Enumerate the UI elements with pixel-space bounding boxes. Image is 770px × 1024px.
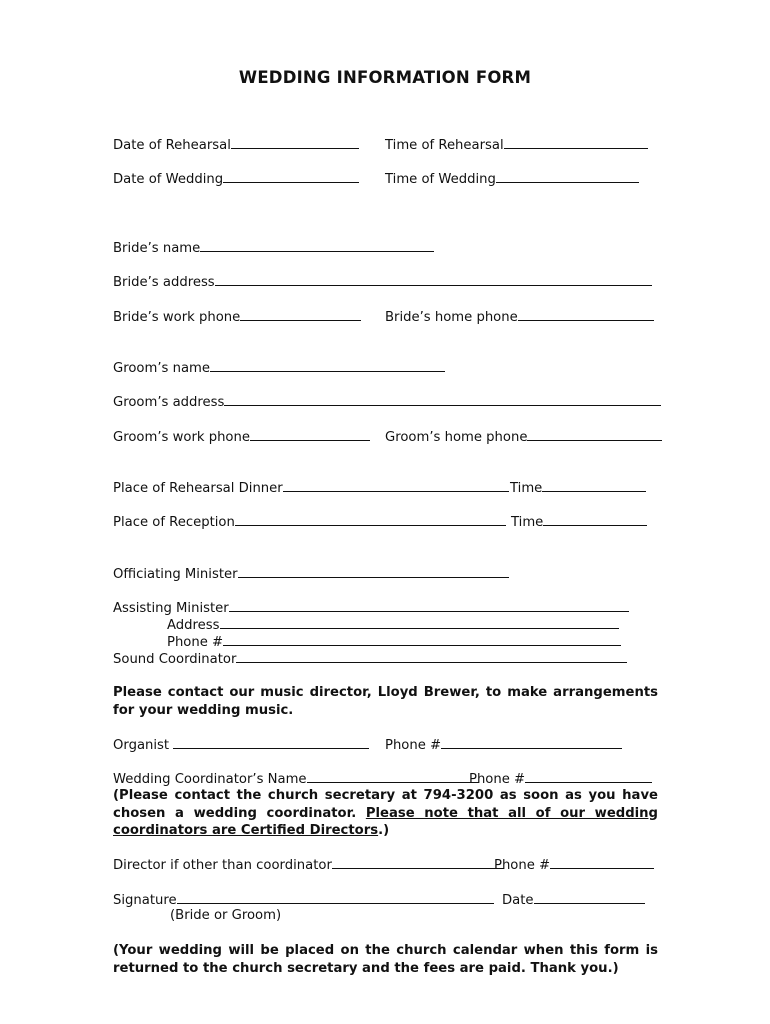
coordinator-note xyxy=(113,787,658,840)
signature-date-field xyxy=(502,891,645,909)
groom-home-phone-field xyxy=(385,428,662,446)
signature-date-label: Date xyxy=(502,893,534,908)
groom-work-phone-field xyxy=(113,428,370,446)
reception-place-label: Place of Reception xyxy=(113,515,235,530)
groom-home-phone-label: Groom’s home phone xyxy=(385,430,528,445)
wedding-date-field xyxy=(113,170,359,188)
sound-coordinator-field xyxy=(113,650,627,668)
form-title: WEDDING INFORMATION FORM xyxy=(238,68,532,87)
bride-work-phone-field xyxy=(113,308,361,326)
rehearsal-dinner-time-label: Time xyxy=(510,481,543,496)
bride-name-field xyxy=(113,239,434,257)
groom-address-field xyxy=(113,393,661,411)
bride-home-phone-input[interactable] xyxy=(518,308,654,321)
rehearsal-time-label: Time of Rehearsal xyxy=(385,138,504,153)
rehearsal-date-label: Date of Rehearsal xyxy=(113,138,231,153)
rehearsal-dinner-place-field xyxy=(113,479,509,497)
organist-input[interactable] xyxy=(173,736,369,749)
officiating-minister-label: Officiating Minister xyxy=(113,567,238,582)
director-phone-input[interactable] xyxy=(550,856,654,869)
officiating-minister-field xyxy=(113,565,509,583)
coordinator-note-text: (Please contact the church secretary at 794-3200 as soon as you have chosen a wedding coordinator. xyxy=(113,788,658,821)
music-note: Please contact our music director, Lloyd Brewer, to make arrangements for your wedding music. xyxy=(113,685,658,718)
groom-work-phone-label: Groom’s work phone xyxy=(113,430,250,445)
assisting-phone-input[interactable] xyxy=(223,633,621,646)
signature-sub-label: (Bride or Groom) xyxy=(170,908,282,923)
rehearsal-dinner-time-field xyxy=(510,479,646,497)
bride-name-label: Bride’s name xyxy=(113,241,201,256)
bride-work-phone-label: Bride’s work phone xyxy=(113,310,241,325)
rehearsal-dinner-time-input[interactable] xyxy=(542,479,646,492)
director-input[interactable] xyxy=(332,856,504,869)
reception-place-field xyxy=(113,513,506,531)
organist-label: Organist xyxy=(113,738,170,753)
wedding-time-label: Time of Wedding xyxy=(385,172,496,187)
reception-time-field xyxy=(511,513,647,531)
assisting-minister-label: Assisting Minister xyxy=(113,601,229,616)
bride-home-phone-field xyxy=(385,308,654,326)
assisting-phone-field xyxy=(167,633,621,651)
groom-address-label: Groom’s address xyxy=(113,395,225,410)
groom-home-phone-input[interactable] xyxy=(527,428,662,441)
coordinator-name-input[interactable] xyxy=(307,770,479,783)
signature-date-input[interactable] xyxy=(534,891,645,904)
organist-field xyxy=(113,736,369,754)
groom-name-input[interactable] xyxy=(210,359,445,372)
signature-input[interactable] xyxy=(177,891,494,904)
coordinator-note-underlined: Please note that all of our wedding coordinators are Certified Directors xyxy=(113,805,658,838)
groom-name-label: Groom’s name xyxy=(113,361,210,376)
sound-coordinator-label: Sound Coordinator xyxy=(113,652,237,667)
closing-note: (Your wedding will be placed on the church calendar when this form is returned to the church secretary and the fees are paid. Thank you.) xyxy=(113,943,658,976)
rehearsal-date-input[interactable] xyxy=(231,136,359,149)
rehearsal-time-input[interactable] xyxy=(504,136,648,149)
rehearsal-time-field xyxy=(385,136,648,154)
coordinator-name-label: Wedding Coordinator’s Name xyxy=(113,772,307,787)
wedding-date-label: Date of Wedding xyxy=(113,172,224,187)
reception-place-input[interactable] xyxy=(235,513,506,526)
reception-time-label: Time xyxy=(511,515,544,530)
bride-work-phone-input[interactable] xyxy=(240,308,361,321)
officiating-minister-input[interactable] xyxy=(238,565,509,578)
organist-phone-field xyxy=(385,736,622,754)
bride-address-field xyxy=(113,273,652,291)
director-label: Director if other than coordinator xyxy=(113,858,332,873)
director-field xyxy=(113,856,504,874)
bride-home-phone-label: Bride’s home phone xyxy=(385,310,518,325)
organist-phone-label: Phone # xyxy=(385,738,442,753)
coordinator-phone-input[interactable] xyxy=(525,770,652,783)
rehearsal-dinner-place-label: Place of Rehearsal Dinner xyxy=(113,481,283,496)
director-phone-label: Phone # xyxy=(494,858,551,873)
director-phone-field xyxy=(494,856,654,874)
coordinator-phone-label: Phone # xyxy=(469,772,526,787)
assisting-address-input[interactable] xyxy=(220,616,619,629)
assisting-address-label: Address xyxy=(167,618,220,633)
sound-coordinator-input[interactable] xyxy=(236,650,627,663)
coordinator-name-field xyxy=(113,770,479,788)
groom-work-phone-input[interactable] xyxy=(250,428,370,441)
groom-name-field xyxy=(113,359,445,377)
organist-phone-input[interactable] xyxy=(441,736,622,749)
bride-address-label: Bride’s address xyxy=(113,275,215,290)
coordinator-note-end: .) xyxy=(378,823,390,838)
assisting-address-field xyxy=(167,616,619,634)
bride-name-input[interactable] xyxy=(200,239,434,252)
assisting-phone-label: Phone # xyxy=(167,635,224,650)
wedding-time-input[interactable] xyxy=(496,170,639,183)
bride-address-input[interactable] xyxy=(215,273,652,286)
groom-address-input[interactable] xyxy=(224,393,661,406)
rehearsal-date-field xyxy=(113,136,359,154)
wedding-date-input[interactable] xyxy=(223,170,359,183)
signature-field xyxy=(113,891,494,909)
reception-time-input[interactable] xyxy=(543,513,647,526)
rehearsal-dinner-place-input[interactable] xyxy=(283,479,509,492)
assisting-minister-input[interactable] xyxy=(229,599,629,612)
wedding-time-field xyxy=(385,170,639,188)
assisting-minister-field xyxy=(113,599,629,617)
signature-label: Signature xyxy=(113,893,177,908)
coordinator-phone-field xyxy=(469,770,652,788)
